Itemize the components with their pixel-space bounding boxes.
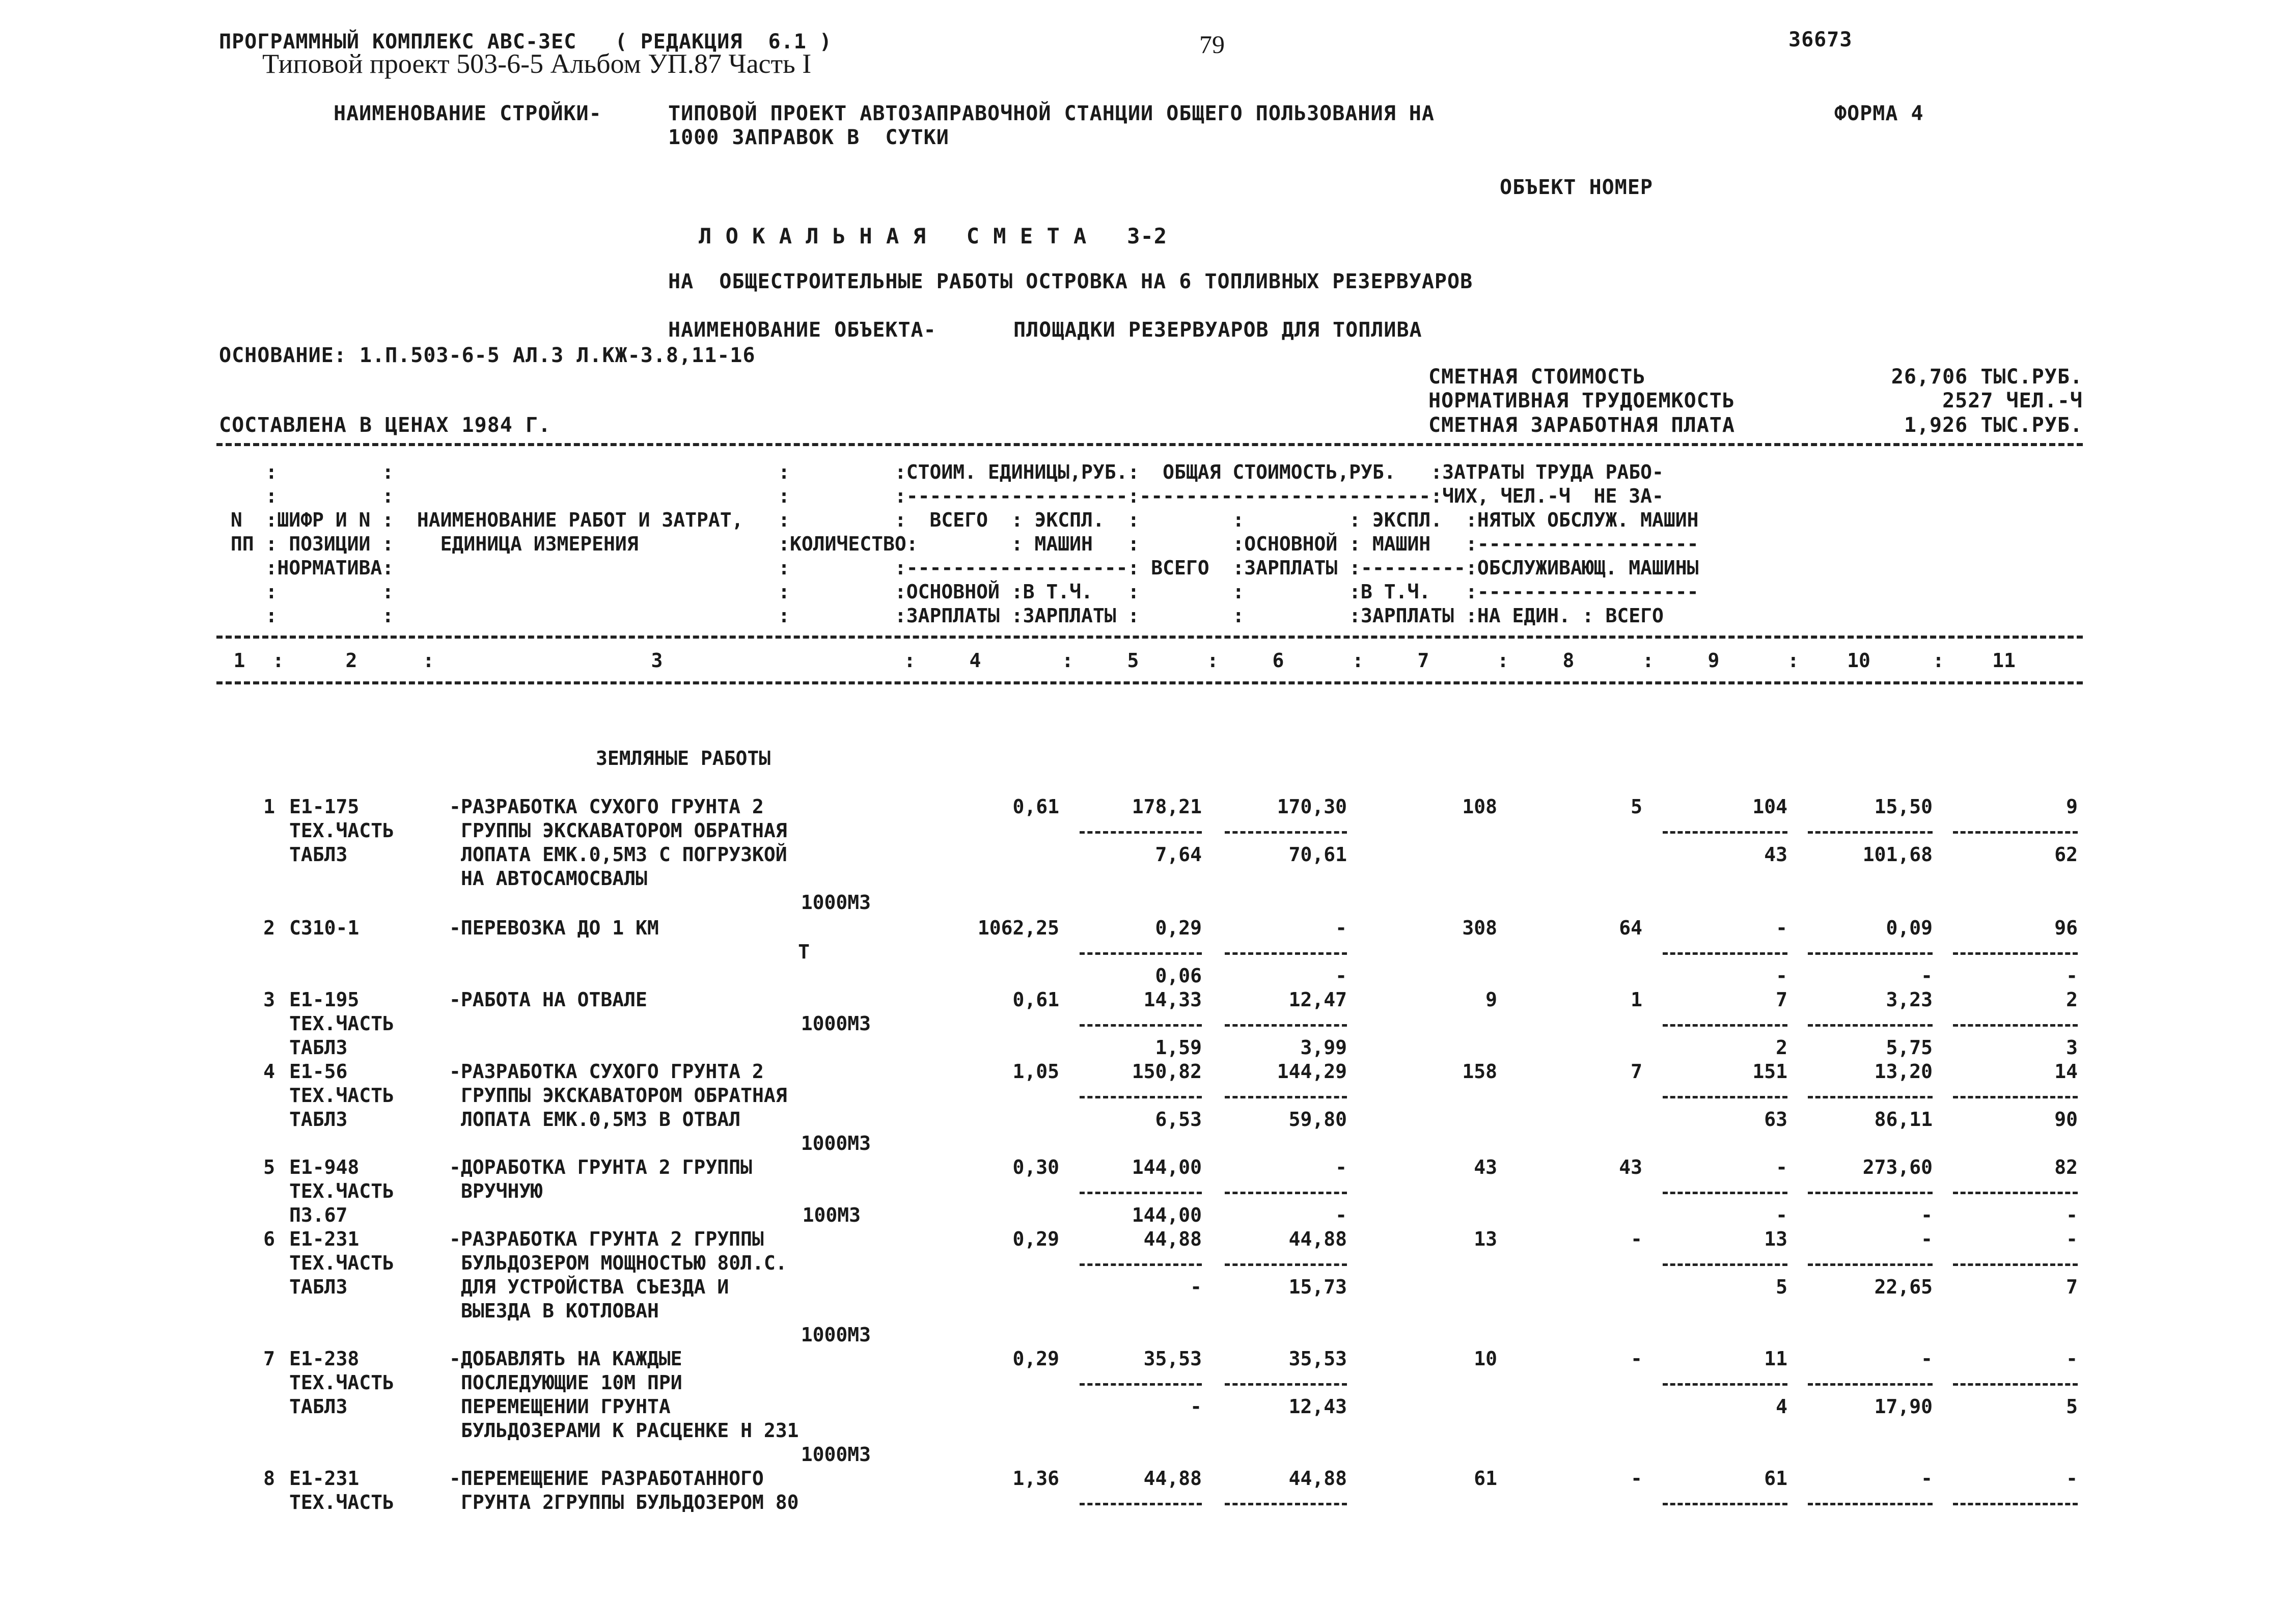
row-code: Е1-231 xyxy=(289,1467,360,1490)
unit-cost-machines: - xyxy=(1335,917,1347,939)
row-code: П3.67 xyxy=(289,1204,348,1226)
unit-machine-wages: 12,43 xyxy=(1288,1395,1347,1418)
column-number: 9 xyxy=(1707,649,1720,672)
summary-label-wages: СМЕТНАЯ ЗАРАБОТНАЯ ПЛАТА xyxy=(1428,414,1735,437)
unit-machine-wages: 3,99 xyxy=(1300,1036,1347,1059)
unit-base-wages: 1,59 xyxy=(1155,1036,1202,1059)
row-code: Е1-195 xyxy=(289,988,360,1011)
construction-name-line2: 1000 ЗАПРАВОК В СУТКИ xyxy=(668,126,949,149)
total-base-wages: 5 xyxy=(1631,795,1642,818)
labor-per-unit: 15,50 xyxy=(1874,795,1933,818)
total-base-wages: 1 xyxy=(1631,988,1642,1011)
summary-value-labor: 2527 ЧЕЛ.-Ч xyxy=(1942,389,2083,412)
row-number: 5 xyxy=(263,1156,275,1178)
summary-value-wages: 1,926 ТЫС.РУБ. xyxy=(1904,414,2083,437)
row-name: БУЛЬДОЗЕРОМ МОЩНОСТЬЮ 80Л.С. xyxy=(461,1252,787,1274)
labor-per-unit: - xyxy=(1921,1347,1933,1370)
project-reference: Типовой проект 503-6-5 Альбом УП.87 Часть I xyxy=(262,48,812,79)
row-quantity: 0,29 xyxy=(1012,1347,1059,1370)
row-quantity: 1,05 xyxy=(1012,1060,1059,1083)
row-code: ТАБЛ3 xyxy=(289,1036,348,1059)
labor-total: - xyxy=(2066,1467,2078,1490)
document-number: 36673 xyxy=(1788,28,1853,51)
total-machines: 13 xyxy=(1764,1228,1787,1250)
total-base-wages: 43 xyxy=(1619,1156,1642,1178)
operator-labor-per-unit: - xyxy=(1921,1204,1933,1226)
row-name: ГРУППЫ ЭКСКАВАТОРОМ ОБРАТНАЯ xyxy=(461,819,787,842)
row-unit: 1000М3 xyxy=(801,891,871,914)
basis-line: ОСНОВАНИЕ: 1.П.503-6-5 АЛ.3 Л.КЖ-3.8,11-16 xyxy=(219,344,756,367)
total-machines: 7 xyxy=(1776,988,1787,1011)
row-number: 1 xyxy=(263,795,275,818)
operator-labor-total: 5 xyxy=(2066,1395,2078,1418)
row-code: ТЕХ.ЧАСТЬ xyxy=(289,1371,394,1394)
unit-base-wages: 7,64 xyxy=(1155,843,1202,866)
summary-value-cost: 26,706 ТЫС.РУБ. xyxy=(1891,365,2083,389)
total-cost: 158 xyxy=(1462,1060,1497,1083)
construction-label: НАИМЕНОВАНИЕ СТРОЙКИ- xyxy=(334,102,602,125)
row-quantity: 1,36 xyxy=(1012,1467,1059,1490)
unit-cost-machines: 44,88 xyxy=(1288,1228,1347,1250)
header-rule-bottom xyxy=(216,681,2083,684)
column-number: 1 xyxy=(233,649,245,672)
column-number: 10 xyxy=(1847,649,1870,672)
row-name: ЛОПАТА ЕМК.0,5М3 В ОТВАЛ xyxy=(461,1108,741,1131)
labor-per-unit: 3,23 xyxy=(1886,988,1933,1011)
row-name: -ДОРАБОТКА ГРУНТА 2 ГРУППЫ xyxy=(449,1156,752,1178)
labor-per-unit: 13,20 xyxy=(1874,1060,1933,1083)
row-code: ТАБЛ3 xyxy=(289,1276,348,1298)
total-cost: 13 xyxy=(1474,1228,1497,1250)
total-machine-wages: 2 xyxy=(1776,1036,1787,1059)
row-code: Е1-948 xyxy=(289,1156,360,1178)
labor-per-unit: - xyxy=(1921,1228,1933,1250)
unit-cost-machines: - xyxy=(1335,1156,1347,1178)
row-name: -ПЕРЕМЕЩЕНИЕ РАЗРАБОТАННОГО xyxy=(449,1467,764,1490)
labor-total: 9 xyxy=(2066,795,2078,818)
unit-base-wages: - xyxy=(1190,1395,1202,1418)
row-unit: 1000М3 xyxy=(801,1012,871,1035)
row-name: -РАЗРАБОТКА СУХОГО ГРУНТА 2 xyxy=(449,795,764,818)
row-name: ВРУЧНУЮ xyxy=(461,1180,543,1202)
row-name: ГРУНТА 2ГРУППЫ БУЛЬДОЗЕРОМ 80 xyxy=(461,1491,799,1513)
object-name: ПЛОЩАДКИ РЕЗЕРВУАРОВ ДЛЯ ТОПЛИВА xyxy=(1013,318,1422,342)
unit-machine-wages: 70,61 xyxy=(1288,843,1347,866)
row-number: 2 xyxy=(263,917,275,939)
operator-labor-per-unit: 101,68 xyxy=(1862,843,1933,866)
table-header-line: : : : :ЗАРПЛАТЫ :ЗАРПЛАТЫ : : :ЗАРПЛАТЫ :НА ЕДИН. : ВСЕГО xyxy=(219,604,1664,627)
object-label: НАИМЕНОВАНИЕ ОБЪЕКТА- xyxy=(668,318,937,342)
total-base-wages: - xyxy=(1631,1467,1642,1490)
labor-per-unit: - xyxy=(1921,1467,1933,1490)
row-code: ТЕХ.ЧАСТЬ xyxy=(289,1180,394,1202)
operator-labor-total: - xyxy=(2066,1204,2078,1226)
unit-machine-wages: - xyxy=(1335,1204,1347,1226)
row-number: 8 xyxy=(263,1467,275,1490)
labor-total: 82 xyxy=(2054,1156,2078,1178)
total-cost: 108 xyxy=(1462,795,1497,818)
row-name: -РАБОТА НА ОТВАЛЕ xyxy=(449,988,647,1011)
row-quantity: 0,30 xyxy=(1012,1156,1059,1178)
column-number: 6 xyxy=(1272,649,1284,672)
unit-machine-wages: 15,73 xyxy=(1288,1276,1347,1298)
document-subtitle: НА ОБЩЕСТРОИТЕЛЬНЫЕ РАБОТЫ ОСТРОВКА НА 6 ТОПЛИВНЫХ РЕЗЕРВУАРОВ xyxy=(668,270,1473,293)
operator-labor-per-unit: 86,11 xyxy=(1874,1108,1933,1131)
labor-per-unit: 0,09 xyxy=(1886,917,1933,939)
operator-labor-per-unit: 22,65 xyxy=(1874,1276,1933,1298)
table-header-line: : : : :ОСНОВНОЙ :В Т.Ч. : : :В Т.Ч. :------------------- xyxy=(219,581,1699,603)
labor-per-unit: 273,60 xyxy=(1862,1156,1933,1178)
row-code: ТЕХ.ЧАСТЬ xyxy=(289,1012,394,1035)
total-base-wages: - xyxy=(1631,1347,1642,1370)
unit-cost-total: 150,82 xyxy=(1132,1060,1202,1083)
column-number: 2 xyxy=(345,649,357,672)
unit-base-wages: - xyxy=(1190,1276,1202,1298)
unit-cost-machines: 35,53 xyxy=(1288,1347,1347,1370)
row-code: ТЕХ.ЧАСТЬ xyxy=(289,1491,394,1513)
form-number: ФОРМА 4 xyxy=(1834,102,1924,125)
row-number: 4 xyxy=(263,1060,275,1083)
row-name: ПОСЛЕДУЮЩИЕ 10М ПРИ xyxy=(461,1371,682,1394)
unit-cost-total: 178,21 xyxy=(1132,795,1202,818)
total-machine-wages: - xyxy=(1776,965,1787,987)
labor-total: 14 xyxy=(2054,1060,2078,1083)
total-cost: 308 xyxy=(1462,917,1497,939)
row-name: ПЕРЕМЕЩЕНИИ ГРУНТА xyxy=(461,1395,671,1418)
summary-label-labor: НОРМАТИВНАЯ ТРУДОЕМКОСТЬ xyxy=(1428,389,1735,412)
total-machines: 11 xyxy=(1764,1347,1787,1370)
table-header-line: : : : :-------------------:-------------------------:ЧИХ, ЧЕЛ.-Ч НЕ ЗА- xyxy=(219,485,1664,507)
operator-labor-total: - xyxy=(2066,965,2078,987)
total-machines: - xyxy=(1776,1156,1787,1178)
unit-cost-machines: 44,88 xyxy=(1288,1467,1347,1490)
row-code: Е1-231 xyxy=(289,1228,360,1250)
total-cost: 61 xyxy=(1474,1467,1497,1490)
unit-base-wages: 0,06 xyxy=(1155,965,1202,987)
column-number: 11 xyxy=(1992,649,2016,672)
total-machine-wages: 43 xyxy=(1764,843,1787,866)
table-header-line: ПП : ПОЗИЦИИ : ЕДИНИЦА ИЗМЕРЕНИЯ :КОЛИЧЕСТВО: : МАШИН : :ОСНОВНОЙ : МАШИН :------------------- xyxy=(219,533,1699,555)
row-code: Е1-56 xyxy=(289,1060,348,1083)
labor-total: 2 xyxy=(2066,988,2078,1011)
row-quantity: 0,29 xyxy=(1012,1228,1059,1250)
row-name: ДЛЯ УСТРОЙСТВА СЪЕЗДА И xyxy=(461,1276,729,1298)
row-name: -ДОБАВЛЯТЬ НА КАЖДЫЕ xyxy=(449,1347,682,1370)
page-number: 79 xyxy=(1199,30,1225,59)
construction-name-line1: ТИПОВОЙ ПРОЕКТ АВТОЗАПРАВОЧНОЙ СТАНЦИИ ОБЩЕГО ПОЛЬЗОВАНИЯ НА xyxy=(668,102,1435,125)
row-code: ТАБЛ3 xyxy=(289,843,348,866)
row-quantity: 0,61 xyxy=(1012,988,1059,1011)
column-number: 7 xyxy=(1417,649,1429,672)
object-number: ОБЪЕКТ НОМЕР xyxy=(1500,176,1653,199)
total-machine-wages: - xyxy=(1776,1204,1787,1226)
unit-cost-total: 44,88 xyxy=(1143,1228,1202,1250)
column-number: 4 xyxy=(969,649,981,672)
header-rule-mid xyxy=(216,636,2083,639)
total-machines: 151 xyxy=(1752,1060,1787,1083)
row-number: 3 xyxy=(263,988,275,1011)
unit-cost-total: 14,33 xyxy=(1143,988,1202,1011)
row-code: ТАБЛ3 xyxy=(289,1395,348,1418)
total-machine-wages: 5 xyxy=(1776,1276,1787,1298)
row-code: Е1-238 xyxy=(289,1347,360,1370)
row-quantity: 1062,25 xyxy=(977,917,1059,939)
row-unit: Т xyxy=(798,941,810,963)
unit-cost-total: 144,00 xyxy=(1132,1156,1202,1178)
operator-labor-per-unit: 17,90 xyxy=(1874,1395,1933,1418)
unit-cost-machines: 144,29 xyxy=(1277,1060,1347,1083)
operator-labor-total: 3 xyxy=(2066,1036,2078,1059)
operator-labor-per-unit: - xyxy=(1921,965,1933,987)
row-name: ГРУППЫ ЭКСКАВАТОРОМ ОБРАТНАЯ xyxy=(461,1084,787,1107)
total-machines: 61 xyxy=(1764,1467,1787,1490)
column-number: 3 xyxy=(651,649,663,672)
row-number: 6 xyxy=(263,1228,275,1250)
row-unit: 1000М3 xyxy=(801,1324,871,1346)
unit-base-wages: 6,53 xyxy=(1155,1108,1202,1131)
unit-machine-wages: - xyxy=(1335,965,1347,987)
labor-total: - xyxy=(2066,1347,2078,1370)
row-name: ЛОПАТА ЕМК.0,5М3 С ПОГРУЗКОЙ xyxy=(461,843,787,866)
table-header-line: : : : :СТОИМ. ЕДИНИЦЫ,РУБ.: ОБЩАЯ СТОИМОСТЬ,РУБ. :ЗАТРАТЫ ТРУДА РАБО- xyxy=(219,461,1664,483)
document-title: Л О К А Л Ь Н А Я С М Е Т А 3-2 xyxy=(699,224,1168,249)
summary-label-cost: СМЕТНАЯ СТОИМОСТЬ xyxy=(1428,365,1646,389)
row-unit: 1000М3 xyxy=(801,1443,871,1466)
row-code: С310-1 xyxy=(289,917,360,939)
total-machine-wages: 63 xyxy=(1764,1108,1787,1131)
row-name: -РАЗРАБОТКА ГРУНТА 2 ГРУППЫ xyxy=(449,1228,764,1250)
total-cost: 10 xyxy=(1474,1347,1497,1370)
total-base-wages: - xyxy=(1631,1228,1642,1250)
row-unit: 1000М3 xyxy=(801,1132,871,1154)
program-line: ПРОГРАММНЫЙ КОМПЛЕКС АВС-3ЕС ( РЕДАКЦИЯ 6.1 ) xyxy=(219,30,832,53)
total-cost: 9 xyxy=(1485,988,1497,1011)
total-base-wages: 64 xyxy=(1619,917,1642,939)
unit-cost-machines: 170,30 xyxy=(1277,795,1347,818)
row-name: ВЫЕЗДА В КОТЛОВАН xyxy=(461,1300,659,1322)
section-title: ЗЕМЛЯНЫЕ РАБОТЫ xyxy=(596,747,771,769)
row-code: ТЕХ.ЧАСТЬ xyxy=(289,819,394,842)
row-name: БУЛЬДОЗЕРАМИ К РАСЦЕНКЕ Н 231 xyxy=(461,1419,799,1442)
unit-machine-wages: 59,80 xyxy=(1288,1108,1347,1131)
labor-total: 96 xyxy=(2054,917,2078,939)
row-code: ТАБЛ3 xyxy=(289,1108,348,1131)
operator-labor-total: 7 xyxy=(2066,1276,2078,1298)
table-header-line: N :ШИФР И N : НАИМЕНОВАНИЕ РАБОТ И ЗАТРАТ, : : ВСЕГО : ЭКСПЛ. : : : ЭКСПЛ. :НЯТЫХ ОБСЛУЖ. МАШИН xyxy=(219,509,1699,531)
row-name: -РАЗРАБОТКА СУХОГО ГРУНТА 2 xyxy=(449,1060,764,1083)
row-name: НА АВТОСАМОСВАЛЫ xyxy=(461,867,648,890)
table-header-line: :НОРМАТИВА: : :-------------------: ВСЕГО :ЗАРПЛАТЫ :---------:ОБСЛУЖИВАЮЩ. МАШИНЫ xyxy=(219,557,1699,579)
prices-year: СОСТАВЛЕНА В ЦЕНАХ 1984 Г. xyxy=(219,414,552,437)
row-code: ТЕХ.ЧАСТЬ xyxy=(289,1084,394,1107)
labor-total: - xyxy=(2066,1228,2078,1250)
total-base-wages: 7 xyxy=(1631,1060,1642,1083)
row-name: -ПЕРЕВОЗКА ДО 1 КМ xyxy=(449,917,659,939)
total-cost: 43 xyxy=(1474,1156,1497,1178)
row-quantity: 0,61 xyxy=(1012,795,1059,818)
unit-cost-total: 0,29 xyxy=(1155,917,1202,939)
total-machines: - xyxy=(1776,917,1787,939)
operator-labor-total: 90 xyxy=(2054,1108,2078,1131)
header-rule-top xyxy=(216,443,2083,446)
column-number: 5 xyxy=(1127,649,1139,672)
column-number: 8 xyxy=(1562,649,1575,672)
unit-base-wages: 144,00 xyxy=(1132,1204,1202,1226)
row-unit: 100М3 xyxy=(802,1204,861,1226)
row-code: ТЕХ.ЧАСТЬ xyxy=(289,1252,394,1274)
total-machine-wages: 4 xyxy=(1776,1395,1787,1418)
unit-cost-machines: 12,47 xyxy=(1288,988,1347,1011)
operator-labor-per-unit: 5,75 xyxy=(1886,1036,1933,1059)
total-machines: 104 xyxy=(1752,795,1787,818)
unit-cost-total: 44,88 xyxy=(1143,1467,1202,1490)
row-number: 7 xyxy=(263,1347,275,1370)
row-code: Е1-175 xyxy=(289,795,360,818)
operator-labor-total: 62 xyxy=(2054,843,2078,866)
unit-cost-total: 35,53 xyxy=(1143,1347,1202,1370)
